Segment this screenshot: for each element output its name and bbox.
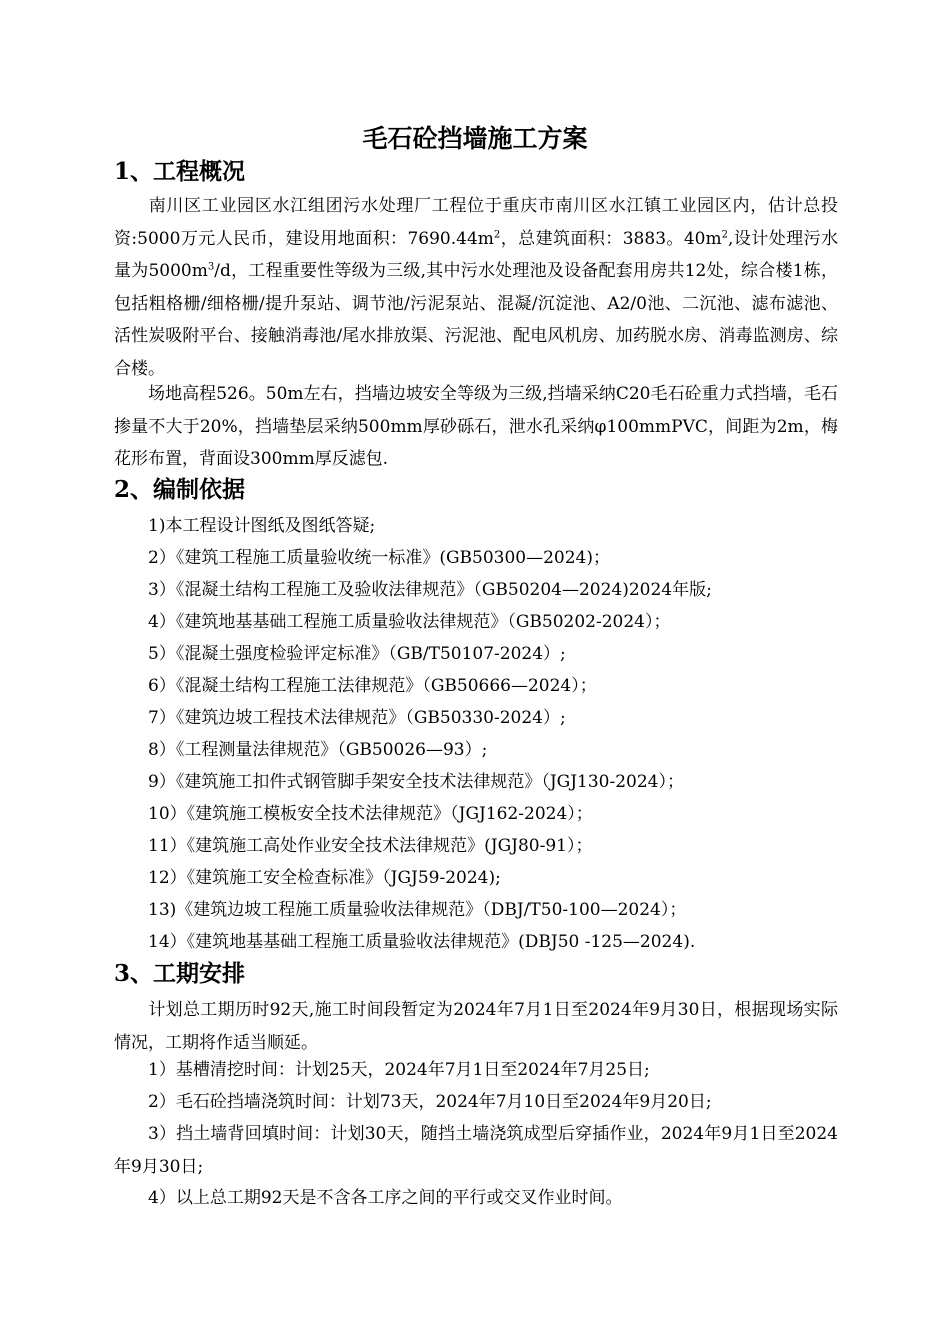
- reference-item: 12）《建筑施工安全检查标准》（JGJ59-2024);: [148, 868, 501, 888]
- superscript: 2: [721, 228, 728, 240]
- reference-item: 1)本工程设计图纸及图纸答疑;: [148, 516, 376, 536]
- reference-item: 5）《混凝土强度检验评定标准》（GB/T50107-2024）;: [148, 644, 566, 664]
- schedule-item: 1）基槽清挖时间：计划25天，2024年7月1日至2024年7月25日;: [148, 1060, 650, 1080]
- superscript: 3: [207, 261, 215, 273]
- reference-item: 11）《建筑施工高处作业安全技术法律规范》(JGJ80-91）；: [148, 836, 593, 856]
- reference-item: 10）《建筑施工模板安全技术法律规范》（JGJ162-2024）；: [148, 804, 593, 824]
- reference-item: 6）《混凝土结构工程施工法律规范》（GB50666—2024）；: [148, 676, 597, 696]
- text-run: ，总建筑面积：3883。40m: [500, 228, 722, 249]
- reference-item: 2）《建筑工程施工质量验收统一标准》(GB50300—2024)；: [148, 548, 610, 568]
- section-1-paragraph-2: [114, 378, 838, 476]
- section-3-paragraph-1: [114, 994, 838, 1059]
- reference-item: 8）《工程测量法律规范》（GB50026—93）;: [148, 740, 488, 760]
- reference-item: 14）《建筑地基基础工程施工质量验收法律规范》(DBJ50 -125—2024).: [148, 932, 696, 952]
- superscript: 2: [493, 228, 501, 240]
- text-run: 计划总工期历时92天,施工时间段暂定为2024年7月1日至2024年9月30日，根据现场实际情况，工期将作适当顺延。: [114, 1000, 838, 1053]
- text-run: ,设计处理污水量为5000m: [114, 228, 838, 282]
- document-title: 毛石砼挡墙施工方案: [362, 124, 588, 153]
- schedule-item-wrapped: [114, 1118, 838, 1183]
- schedule-item: 2）毛石砼挡墙浇筑时间：计划73天，2024年7月10日至2024年9月20日;: [148, 1092, 712, 1112]
- reference-item: 4）《建筑地基基础工程施工质量验收法律规范》（GB50202-2024）；: [148, 612, 671, 632]
- text-run: /d，工程重要性等级为三级,其中污水处理池及设备配套用房共12处，综合楼1栋，包括粗格栅/细格栅/提升泵站、调节池/污泥泵站、混凝/沉淀池、A2/0池、二沉池、滤布滤池、活性炭吸附平台、接触消毒池/尾水排放渠、污泥池、配电风机房、加药脱水房、消毒监测房、综合楼。: [114, 261, 838, 379]
- text-run: 南川区工业园区水江组团污水处理厂工程位于重庆市南川区水江镇工业园区内，估计总投资:5000万元人民币，建设用地面积：7690.44m: [114, 196, 838, 249]
- section-1-heading: 1、工程概况: [114, 158, 246, 185]
- reference-item: 3）《混凝土结构工程施工及验收法律规范》（GB50204—2024)2024年版;: [148, 580, 712, 600]
- text-run: 3）挡土墙背回填时间：计划30天，随挡土墙浇筑成型后穿插作业，2024年9月1日至2024年9月30日;: [114, 1124, 838, 1177]
- schedule-item: 4）以上总工期92天是不含各工序之间的平行或交叉作业时间。: [148, 1188, 623, 1208]
- reference-item: 7）《建筑边坡工程技术法律规范》（GB50330-2024）;: [148, 708, 566, 728]
- reference-item: 13)《建筑边坡工程施工质量验收法律规范》（DBJ/T50-100—2024）；: [148, 900, 687, 920]
- section-1-paragraph-1: [114, 190, 838, 386]
- section-2-heading: 2、编制依据: [114, 476, 246, 503]
- section-3-heading: 3、工期安排: [114, 960, 246, 987]
- reference-item: 9）《建筑施工扣件式钢管脚手架安全技术法律规范》（JGJ130-2024）；: [148, 772, 684, 792]
- text-run: 场地高程526。50m左右，挡墙边坡安全等级为三级,挡墙采纳C20毛石砼重力式挡墙，毛石掺量不大于20%，挡墙垫层采纳500mm厚砂砾石，泄水孔采纳φ100mmPVC，间距为2m，梅花形布置，背面设300mm厚反滤包.: [114, 384, 838, 470]
